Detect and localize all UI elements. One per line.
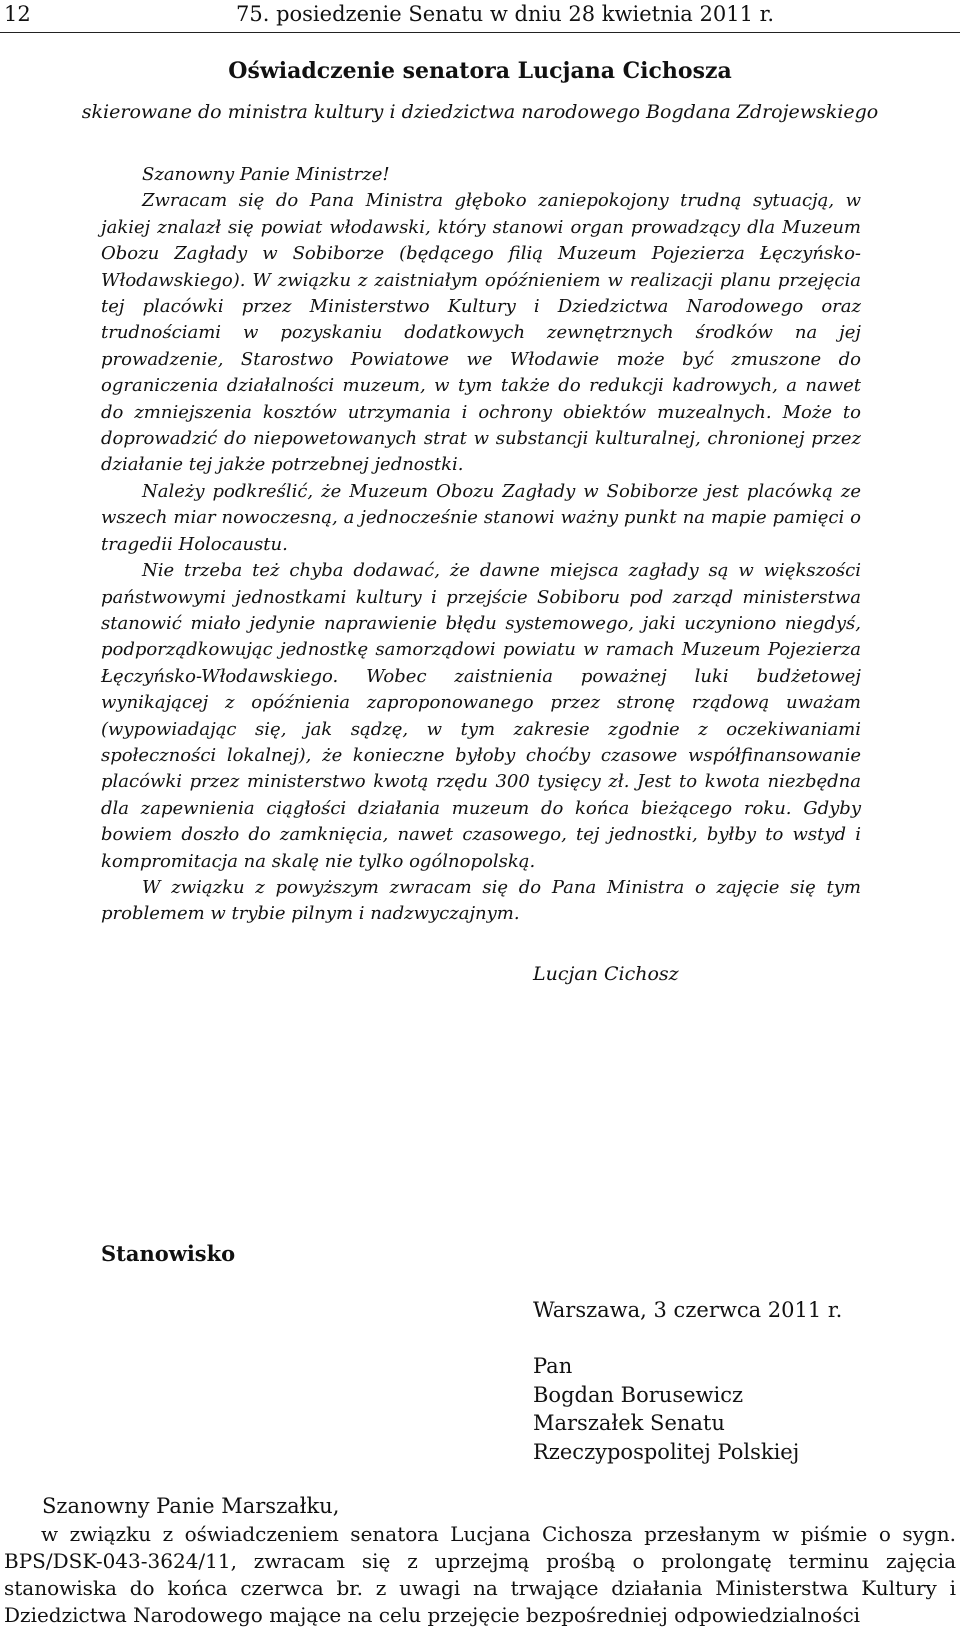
statement-paragraph: Należy podkreślić, że Muzeum Obozu Zagłady w Sobiborze jest placówką ze wszech miar nowoczesną, a jednocześnie stanowi ważny punkt na mapie pamięci o tragedii Holocaustu. [101,480,861,555]
statement-body [101,162,861,928]
recipient-line: Bogdan Borusewicz [533,1382,744,1407]
recipient-line: Rzeczypospolitej Polskiej [533,1439,800,1464]
letter-greeting: Szanowny Panie Marszałku, [42,1494,340,1518]
statement-subtitle: skierowane do ministra kultury i dziedzictwa narodowego Bogdana Zdrojewskiego [81,101,879,123]
running-head: 75. posiedzenie Senatu w dniu 28 kwietnia 2011 r. [236,2,775,26]
recipient-line: Marszałek Senatu [533,1411,725,1435]
recipient-block [533,1352,799,1466]
letter-date: Warszawa, 3 czerwca 2011 r. [533,1298,843,1322]
statement-signature: Lucjan Cichosz [533,963,679,985]
statement-paragraph: Nie trzeba też chyba dodawać, że dawne miejsca zagłady są w większości państwowymi jednostkami kultury i przejście Sobiboru pod zarząd ministerstwa stanowić miało jedynie naprawienie błędu systemowego, jaki uczyniono niegdyś, podporządkowując jednostkę samorządowi powiatu w ramach Muzeum Pojezierza Łęczyńsko-Włodawskiego. Wobec zaistnienia poważnej luki budżetowej wynikającej z opóźnienia zaproponowanego przez stronę rządową uważam (wypowiadając się, jak sądzę, w tym zakresie zgodnie z oczekiwaniami społeczności lokalnej), że konieczne byłoby choćby czasowe współfinansowanie placówki przez ministerstwo kwotą rzędu 300 tysięcy zł. Jest to kwota niezbędna dla zapewnienia ciągłości działania muzeum do końca bieżącego roku. Gdyby bowiem doszło do zamknięcia, nawet czasowego, tej jednostki, byłby to wstyd i kompromitacja na skalę nie tylko ogólnopolską. [101,560,861,872]
page-number: 12 [4,2,31,26]
statement-paragraph: Zwracam się do Pana Ministra głęboko zaniepokojony trudną sytuacją, w jakiej znalazł się powiat włodawski, który stanowi organ prowadzący dla Muzeum Obozu Zagłady w Sobiborze (będącego filią Muzeum Pojezierza Łęczyńsko-Włodawskiego). W związku z zaistniałym opóźnieniem w realizacji planu przejęcia tej placówki przez Ministerstwo Kultury i Dziedzictwa Narodowego oraz trudnościami w pozyskaniu dodatkowych zewnętrznych środków na jej prowadzenie, Starostwo Powiatowe we Włodawie może być zmuszone do ograniczenia działalności muzeum, w tym także do redukcji kadrowych, a nawet do zmniejszenia kosztów utrzymania i ochrony obiektów muzealnych. Może to doprowadzić do niepowetowanych strat w substancji kulturalnej, chronionej przez działanie tej jakże potrzebnej jednostki. [101,190,861,476]
letter-body [4,1521,956,1629]
statement-title: Oświadczenie senatora Lucjana Cichosza [228,58,732,84]
page-header [0,0,960,33]
statement-greeting: Szanowny Panie Ministrze! [142,164,390,185]
recipient-line: Pan [533,1354,573,1378]
section-heading: Stanowisko [101,1241,236,1266]
statement-paragraph: W związku z powyższym zwracam się do Pana Ministra o zajęcie się tym problemem w trybie pilnym i nadzwyczajnym. [101,876,861,925]
letter-paragraph: w związku z oświadczeniem senatora Lucjana Cichosza przesłanym w piśmie o sygn. BPS/DSK-043-3624/11, zwracam się z uprzejmą prośbą o prolongatę terminu zajęcia stanowiska do końca czerwca br. z uwagi na trwające działania Ministerstwa Kultury i Dziedzictwa Narodowego mające na celu przejęcie bezpośredniej odpowiedzialności [4,1522,956,1627]
